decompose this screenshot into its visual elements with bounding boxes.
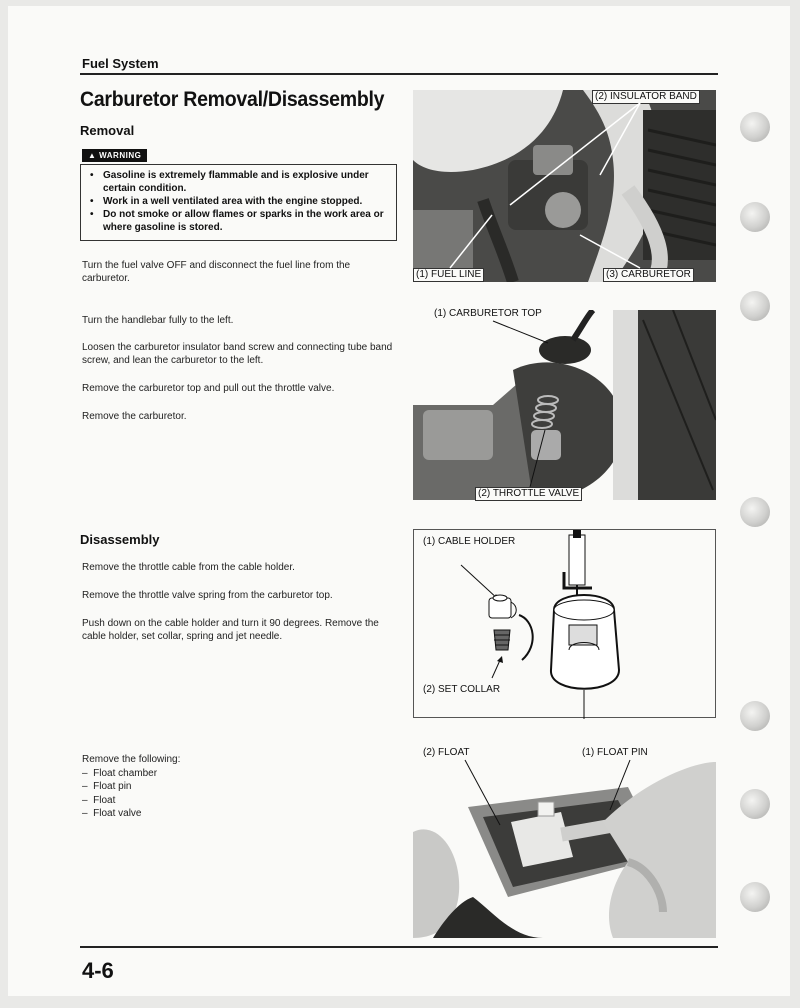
- insulator-band-label: (2) INSULATOR BAND: [592, 90, 700, 104]
- warning-triangle-icon: ▲: [88, 151, 97, 160]
- disassembly-step-3: Push down on the cable holder and turn it 90 degrees. Remove the cable holder, set collar, spring and jet needle.: [82, 618, 379, 642]
- binder-hole: [740, 291, 770, 321]
- float-label: (2) FLOAT: [423, 747, 470, 758]
- removal-step-4: Remove the carburetor top and pull out the throttle valve.: [82, 383, 335, 394]
- carburetor-top-photo: [413, 310, 716, 500]
- fuel-line-label: (1) FUEL LINE: [413, 268, 484, 282]
- warning-item: • Gasoline is extremely flammable and is explosive under certain condition.: [103, 169, 390, 195]
- binder-hole: [740, 701, 770, 731]
- float-pin-label: (1) FLOAT PIN: [582, 747, 648, 758]
- page-title: Carburetor Removal/Disassembly: [80, 88, 385, 111]
- carburetor-location-photo: [413, 90, 716, 282]
- removal-heading: Removal: [80, 123, 135, 138]
- binder-hole: [740, 789, 770, 819]
- remove-following-intro: Remove the following:: [82, 754, 181, 765]
- remove-list-item: – Float chamber: [82, 768, 158, 779]
- warning-box: [80, 164, 397, 241]
- remove-list-item: – Float valve: [82, 808, 142, 819]
- warning-item: • Work in a well ventilated area with the engine stopped.: [103, 195, 390, 208]
- disassembly-step-1: Remove the throttle cable from the cable holder.: [82, 562, 295, 573]
- removal-step-2: Turn the handlebar fully to the left.: [82, 315, 234, 326]
- carburetor-label: (3) CARBURETOR: [603, 268, 694, 282]
- warning-badge: [82, 149, 147, 162]
- binder-hole: [740, 882, 770, 912]
- carburetor-top-label: (1) CARBURETOR TOP: [434, 308, 542, 319]
- disassembly-heading: Disassembly: [80, 532, 160, 547]
- binder-hole: [740, 202, 770, 232]
- removal-step-1: Turn the fuel valve OFF and disconnect the fuel line from the carburetor.: [82, 260, 351, 284]
- remove-list-item: – Float: [82, 795, 116, 806]
- removal-step-3: Loosen the carburetor insulator band screw and connecting tube band screw, and lean the carburetor to the left.: [82, 342, 393, 366]
- footer-rule: [80, 946, 718, 948]
- binder-hole: [740, 497, 770, 527]
- cable-holder-label: (1) CABLE HOLDER: [423, 536, 516, 547]
- warning-item: • Do not smoke or allow flames or sparks in the work area or where gasoline is stored.: [103, 208, 390, 234]
- section-header: Fuel System: [82, 56, 159, 71]
- disassembly-step-2: Remove the throttle valve spring from the carburetor top.: [82, 590, 333, 601]
- throttle-valve-label: (2) THROTTLE VALVE: [475, 487, 582, 501]
- warning-label: WARNING: [99, 151, 142, 160]
- set-collar-label: (2) SET COLLAR: [423, 684, 501, 695]
- removal-step-5: Remove the carburetor.: [82, 411, 187, 422]
- binder-hole: [740, 112, 770, 142]
- header-rule: [80, 73, 718, 75]
- float-removal-photo: [413, 762, 716, 938]
- remove-list-item: – Float pin: [82, 781, 132, 792]
- page-number: 4-6: [82, 958, 114, 983]
